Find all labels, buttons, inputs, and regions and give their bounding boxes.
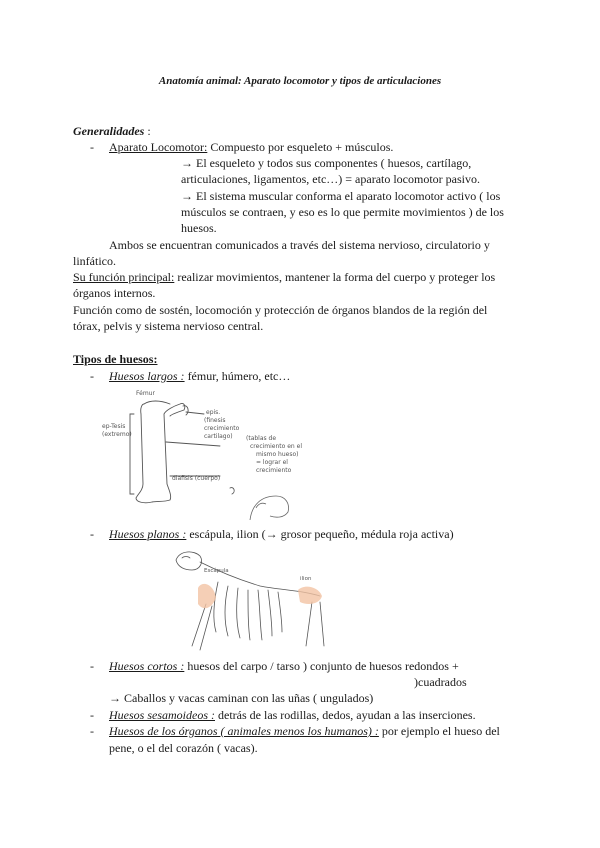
- femur-top-label: Fémur: [136, 390, 155, 397]
- huesos-planos-item: [109, 526, 454, 543]
- femur-diafisis-label: diafisis (cuerpo): [172, 475, 221, 482]
- bullet-dash: -: [90, 369, 94, 383]
- huesos-largos-item: [109, 368, 290, 385]
- skeleton-label-escapula: Escápula: [204, 568, 229, 574]
- skeleton-label-ilion: ilion: [300, 576, 312, 582]
- huesos-planos-text: escápula, ilion (→ grosor pequeño, médula roja activa): [186, 527, 454, 541]
- bullet-dash: -: [90, 527, 94, 541]
- skeleton-sketch: [170, 546, 340, 654]
- femur-right-1: epis.: [206, 409, 221, 416]
- muscular-line-1: → El sistema muscular conforma el aparato locomotor activo ( los: [181, 189, 501, 203]
- funcion-principal-line-2: órganos internos.: [73, 286, 156, 300]
- femur-right-3: crecimiento: [204, 425, 240, 432]
- femur-right-6: crecimiento en el: [250, 443, 302, 450]
- funcion-principal-line-1: [73, 269, 495, 286]
- aparato-locomotor-label: Aparato Locomotor:: [109, 140, 208, 154]
- huesos-sesamoideos-item: [109, 707, 476, 724]
- huesos-organos-line-2: pene, o el del corazón ( vacas).: [109, 741, 258, 755]
- aparato-locomotor-item: [109, 139, 393, 156]
- funcion-principal-text: realizar movimientos, mantener la forma del cuerpo y proteger los: [174, 270, 496, 284]
- tipos-huesos-heading: Tipos de huesos:: [73, 352, 158, 366]
- aparato-locomotor-text: Compuesto por esqueleto + músculos.: [207, 140, 394, 154]
- femur-right-9: crecimiento: [256, 467, 292, 474]
- femur-sketch: [100, 384, 340, 524]
- esqueleto-line-1: → El esqueleto y todos sus componentes ( huesos, cartílago,: [181, 156, 472, 170]
- bullet-dash: -: [90, 659, 94, 673]
- huesos-largos-label: Huesos largos :: [109, 369, 185, 383]
- huesos-sesamoideos-label: Huesos sesamoideos :: [109, 708, 215, 722]
- bullet-dash: -: [90, 140, 94, 154]
- huesos-organos-text: por ejemplo el hueso del: [378, 724, 500, 738]
- esqueleto-line-2: articulaciones, ligamentos, etc…) = aparato locomotor pasivo.: [181, 172, 481, 186]
- huesos-cortos-arrow: → Caballos y vacas caminan con las uñas ( ungulados): [109, 691, 374, 705]
- page-title: Anatomía animal: Aparato locomotor y tipos de articulaciones: [158, 75, 442, 87]
- femur-right-2: (finesis: [204, 417, 226, 424]
- funcion-sosten-line-2: tórax, pelvis y sistema nervioso central.: [73, 319, 264, 333]
- femur-right-5: (tablas de: [246, 435, 277, 442]
- femur-left-label-2: (extremo): [102, 431, 132, 438]
- muscular-line-2: músculos se contraen, y eso es lo que permite movimientos ) de los: [181, 205, 504, 219]
- generalidades-colon: :: [144, 124, 151, 138]
- femur-right-7: mismo hueso): [256, 451, 299, 458]
- femur-right-8: = lograr el: [256, 459, 288, 466]
- huesos-cortos-line-2: )cuadrados: [414, 675, 467, 689]
- huesos-organos-label: Huesos de los órganos ( animales menos los humanos) :: [109, 724, 379, 738]
- comunicados-line-2: linfático.: [73, 254, 116, 268]
- huesos-organos-item: [109, 723, 500, 740]
- huesos-cortos-text: huesos del carpo / tarso ) conjunto de huesos redondos +: [184, 659, 459, 673]
- generalidades-label: Generalidades: [73, 124, 145, 138]
- funcion-principal-label: Su función principal:: [73, 270, 175, 284]
- comunicados-line-1: Ambos se encuentran comunicados a través del sistema nervioso, circulatorio y: [109, 238, 490, 252]
- funcion-sosten-line-1: Función como de sostén, locomoción y protección de órganos blandos de la región del: [73, 303, 488, 317]
- femur-right-4: cartilago): [204, 433, 233, 440]
- muscular-line-3: huesos.: [181, 221, 217, 235]
- bullet-dash: -: [90, 724, 94, 738]
- huesos-sesamoideos-text: detrás de las rodillas, dedos, ayudan a las inserciones.: [215, 708, 476, 722]
- generalidades-heading: [73, 123, 151, 140]
- huesos-cortos-label: Huesos cortos :: [109, 659, 185, 673]
- huesos-largos-text: fémur, húmero, etc…: [184, 369, 291, 383]
- huesos-cortos-item: [109, 658, 459, 675]
- huesos-planos-label: Huesos planos :: [109, 527, 187, 541]
- femur-left-label-1: ep-Tesis: [102, 423, 126, 430]
- bullet-dash: -: [90, 708, 94, 722]
